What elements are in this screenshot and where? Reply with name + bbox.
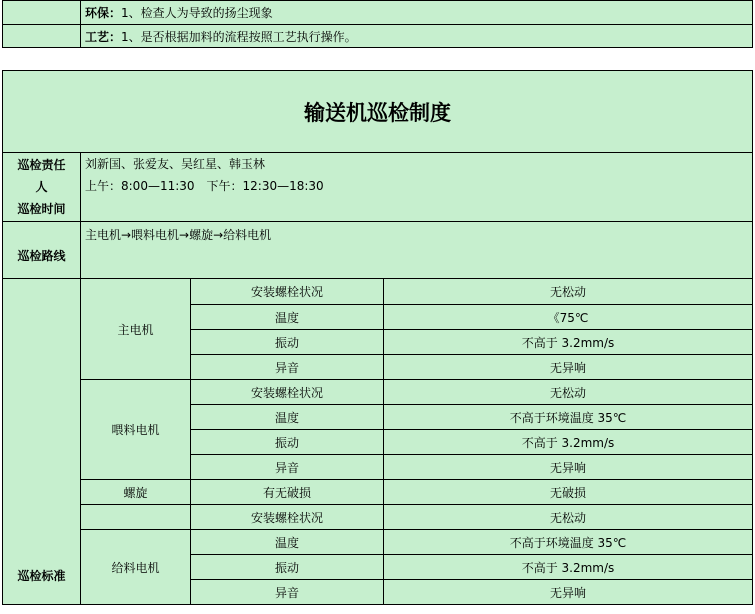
resp-content xyxy=(81,153,753,222)
check-standard: 不高于 3.2mm/s xyxy=(384,430,753,455)
check-item: 安装螺栓状况 xyxy=(191,505,384,530)
env-row xyxy=(81,1,753,25)
proc-label: 工艺： xyxy=(85,29,122,44)
route-text: 主电机→喂料电机→螺旋→给料电机 xyxy=(81,222,753,279)
resp-time: 上午：8:00—11:30 下午：12:30—18:30 xyxy=(85,179,324,193)
check-standard: 无破损 xyxy=(384,480,753,505)
check-item: 振动 xyxy=(191,555,384,580)
check-item: 安装螺栓状况 xyxy=(191,279,384,305)
group-name: 螺旋 xyxy=(81,480,191,505)
check-standard: 无异响 xyxy=(384,580,753,605)
check-standard: 不高于 3.2mm/s xyxy=(384,330,753,355)
resp-names: 刘新国、张爱友、吴红星、韩玉林 xyxy=(85,157,266,171)
resp-label-2: 人 xyxy=(35,180,48,194)
check-standard: 无异响 xyxy=(384,355,753,380)
check-item: 温度 xyxy=(191,405,384,430)
route-label: 巡检路线 xyxy=(3,222,81,279)
check-item: 温度 xyxy=(191,530,384,555)
top-notes-block xyxy=(2,0,753,48)
check-standard: 无异响 xyxy=(384,455,753,480)
check-item: 异音 xyxy=(191,580,384,605)
check-item: 振动 xyxy=(191,430,384,455)
check-item: 异音 xyxy=(191,455,384,480)
check-standard: 不高于环境温度 35℃ xyxy=(384,405,753,430)
group-name: 给料电机 xyxy=(81,530,191,605)
check-standard: 无松动 xyxy=(384,505,753,530)
proc-text: 1、是否根据加料的流程按照工艺执行操作。 xyxy=(121,29,357,44)
top-left-cell-2 xyxy=(3,25,81,48)
resp-label-3: 巡检时间 xyxy=(17,202,66,216)
group-name-empty xyxy=(81,505,191,530)
check-standard: 无松动 xyxy=(384,380,753,405)
check-standard: 不高于 3.2mm/s xyxy=(384,555,753,580)
check-item: 有无破损 xyxy=(191,480,384,505)
check-item: 振动 xyxy=(191,330,384,355)
proc-row xyxy=(81,25,753,48)
check-item: 安装螺栓状况 xyxy=(191,380,384,405)
check-item: 温度 xyxy=(191,305,384,330)
group-name: 喂料电机 xyxy=(81,380,191,480)
env-text: 1、检查人为导致的扬尘现象 xyxy=(121,6,273,20)
standard-label: 巡检标准 xyxy=(3,279,81,605)
top-left-cell xyxy=(3,1,81,25)
group-name: 主电机 xyxy=(81,279,191,380)
inspection-table xyxy=(2,70,753,605)
check-standard: 不高于环境温度 35℃ xyxy=(384,530,753,555)
resp-label-1: 巡检责任 xyxy=(17,158,66,172)
page-title: 输送机巡检制度 xyxy=(3,71,753,153)
resp-label-cell xyxy=(3,153,81,222)
env-label: 环保： xyxy=(85,6,122,20)
check-item: 异音 xyxy=(191,355,384,380)
check-standard: 无松动 xyxy=(384,279,753,305)
check-standard: 《75℃ xyxy=(384,305,753,330)
